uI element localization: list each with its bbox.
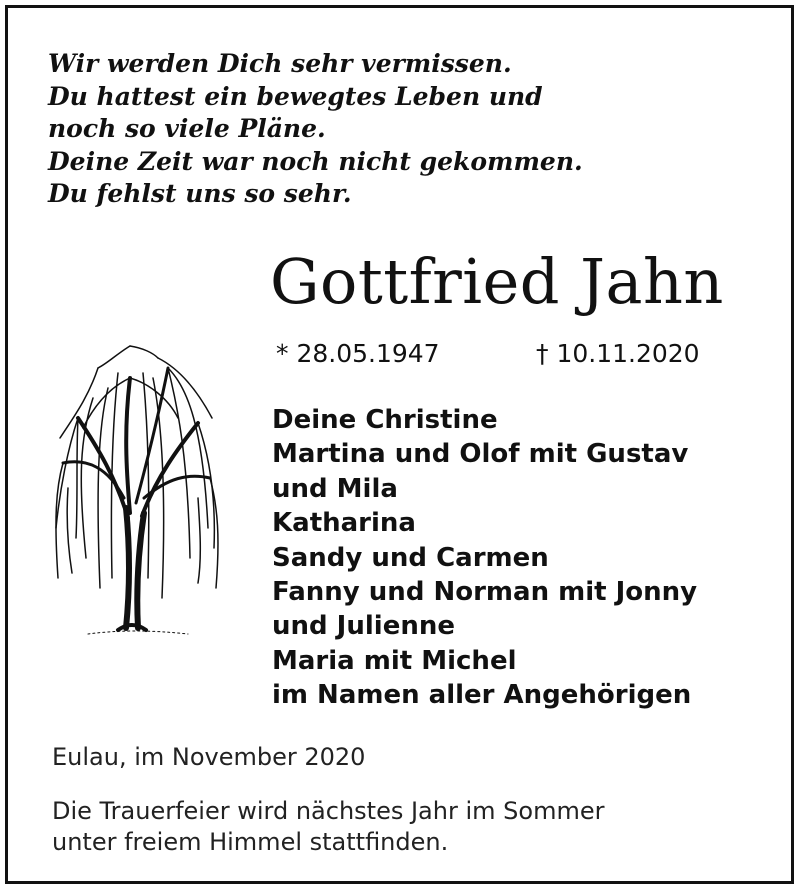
weeping-tree-icon [38, 328, 228, 648]
poem-line: noch so viele Pläne. [48, 114, 326, 143]
mourner-line: Maria mit Michel [272, 645, 517, 676]
birth-date: * 28.05.1947 [276, 339, 440, 368]
mourner-line: im Namen aller Angehörigen [272, 680, 692, 711]
obituary-frame [5, 5, 794, 884]
poem [48, 48, 583, 211]
poem-line: Du fehlst uns so sehr. [48, 179, 352, 208]
mourner-line: und Mila [272, 473, 398, 504]
deceased-name: Gottfried Jahn [270, 245, 724, 318]
funeral-note-line: unter freiem Himmel stattfinden. [52, 828, 449, 856]
funeral-note [52, 796, 604, 858]
place-date: Eulau, im November 2020 [52, 743, 366, 771]
mourner-line: Sandy und Carmen [272, 542, 549, 573]
mourner-line: Martina und Olof mit Gustav [272, 439, 689, 470]
mourner-list [272, 403, 697, 713]
funeral-note-line: Die Trauerfeier wird nächstes Jahr im Sommer [52, 797, 605, 825]
poem-line: Deine Zeit war noch nicht gekommen. [48, 146, 583, 176]
poem-line: Du hattest ein bewegtes Leben und [48, 81, 543, 111]
mourner-line: Katharina [272, 508, 416, 539]
mourner-line: Deine Christine [272, 405, 498, 435]
poem-line: Wir werden Dich sehr vermissen. [48, 49, 512, 78]
death-date: † 10.11.2020 [536, 339, 700, 368]
mourner-line: Fanny und Norman mit Jonny [272, 577, 698, 608]
mourner-line: und Julienne [272, 611, 455, 642]
